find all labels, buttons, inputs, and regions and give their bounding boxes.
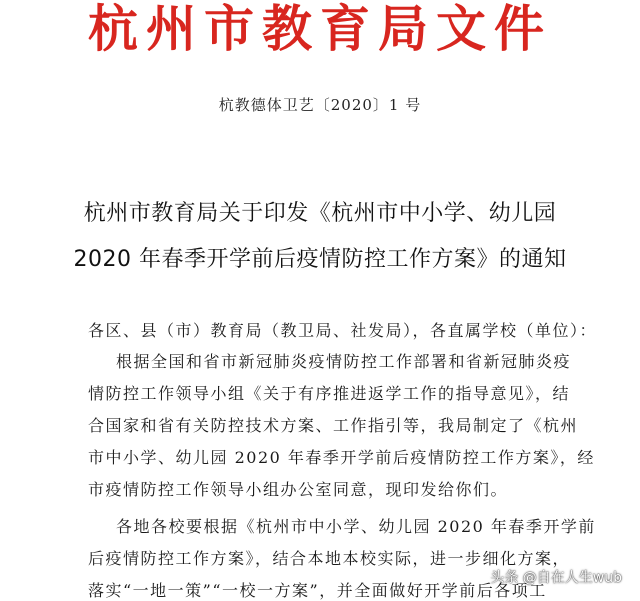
document-header: 杭州市教育局文件 (88, 0, 552, 58)
paragraph-1-line: 合国家和省有关防控技术方案、工作指引等，我局制定了《杭州 (88, 416, 579, 435)
watermark: 头条 @自在人生wub (490, 570, 622, 586)
paragraph-1-line: 根据全国和省市新冠肺炎疫情防控工作部署和省新冠肺炎疫 (116, 352, 572, 371)
paragraph-1-line: 市中小学、幼儿园 2020 年春季开学前后疫情防控工作方案》，经 (88, 448, 595, 467)
paragraph-2-line: 各地各校要根据《杭州市中小学、幼儿园 2020 年春季开学前 (116, 517, 596, 536)
addressee: 各区、县（市）教育局（教卫局、社发局），各直属学校（单位）： (88, 321, 598, 340)
document-number: 杭教德体卫艺〔2020〕1 号 (218, 96, 422, 114)
paragraph-1-line: 情防控工作领导小组《关于有序推进返学工作的指导意见》，结 (88, 384, 571, 403)
document-title-line-2: 2020 年春季开学前后疫情防控工作方案》的通知 (73, 247, 567, 272)
paragraph-2-line: 后疫情防控工作方案》，结合本地本校实际，进一步细化方案， (88, 549, 571, 568)
document-title-line-1: 杭州市教育局关于印发《杭州市中小学、幼儿园 (83, 201, 557, 226)
paragraph-1-line: 市疫情防控工作领导小组办公室同意，现印发给你们。 (88, 480, 509, 499)
paragraph-2-line: 落实“一地一策”“一校一方案”，并全面做好开学前后各项工 (88, 581, 547, 600)
